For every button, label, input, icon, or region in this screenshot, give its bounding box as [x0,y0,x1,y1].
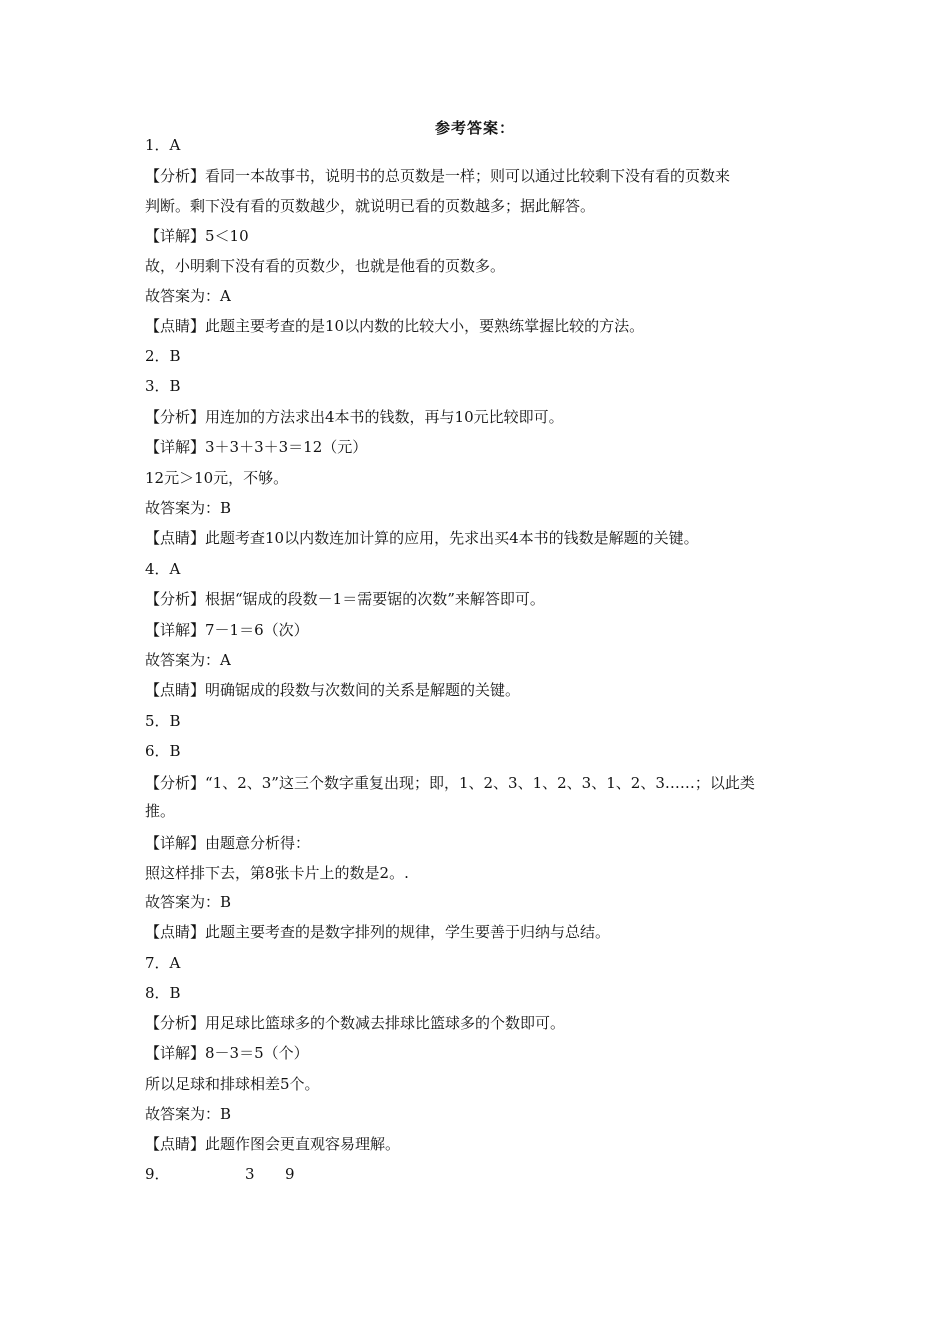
answer-line: 【分析】根据“锯成的段数－1＝需要锯的次数”来解答即可。 [145,590,545,608]
answer-line: 7．A [145,954,181,972]
answer-line: 故答案为：A [145,651,231,669]
answer-line: 故，小明剩下没有看的页数少，也就是他看的页数多。 [145,257,506,275]
answer-line: 故答案为：B [145,893,232,911]
answer-line: 4．A [145,560,181,578]
answer-line: 6．B [145,742,181,760]
answer-line: 5．B [145,712,181,730]
answer-line-9 [145,1163,815,1185]
answer-line: 故答案为：A [145,287,231,305]
answer-line: 【点睛】此题考查10以内数连加计算的应用，先求出买4本书的钱数是解题的关键。 [145,529,699,547]
answer-line: 【详解】8－3＝5（个） [145,1044,309,1062]
answer-line: 【点睛】此题主要考查的是10以内数的比较大小，要熟练掌握比较的方法。 [145,317,645,335]
answer-line: 推。 [145,802,176,820]
page-title: 参考答案： [434,119,515,137]
answer-line: 【分析】“1、2、3”这三个数字重复出现；即，1、2、3、1、2、3、1、2、3……；以此类 [145,774,755,792]
question-number: 9． [145,1165,170,1183]
answer-line: 【分析】用连加的方法求出4本书的钱数，再与10元比较即可。 [145,408,564,426]
answer-line: 【详解】7－1＝6（次） [145,621,309,639]
answer-line: 故答案为：B [145,1105,232,1123]
answer-line: 判断。剩下没有看的页数越少，就说明已看的页数越多；据此解答。 [145,197,596,215]
answer-line: 故答案为：B [145,499,232,517]
answer-line: 【点睛】此题主要考查的是数字排列的规律，学生要善于归纳与总结。 [145,923,611,941]
answer-line: 【详解】3＋3＋3＋3＝12（元） [145,438,368,456]
answer-line: 2．B [145,347,181,365]
answer-line: 【点睛】明确锯成的段数与次数间的关系是解题的关键。 [145,681,521,699]
answer-line: 【详解】由题意分析得： [145,834,311,852]
blank-answer-2: 9 [285,1165,295,1183]
answer-line: 12元＞10元，不够。 [145,469,289,487]
answer-line: 8．B [145,984,181,1002]
blank-answer-1: 3 [245,1165,255,1183]
answer-line: 所以足球和排球相差5个。 [145,1075,320,1093]
answer-line: 照这样排下去，第8张卡片上的数是2。. [145,864,409,882]
answer-line: 【分析】用足球比篮球多的个数减去排球比篮球多的个数即可。 [145,1014,566,1032]
answer-line: 1．A [145,136,181,154]
answer-line: 【详解】5＜10 [145,227,249,245]
answer-line: 【点睛】此题作图会更直观容易理解。 [145,1135,401,1153]
answer-line: 3．B [145,377,181,395]
answer-line: 【分析】看同一本故事书，说明书的总页数是一样；则可以通过比较剩下没有看的页数来 [145,167,731,185]
